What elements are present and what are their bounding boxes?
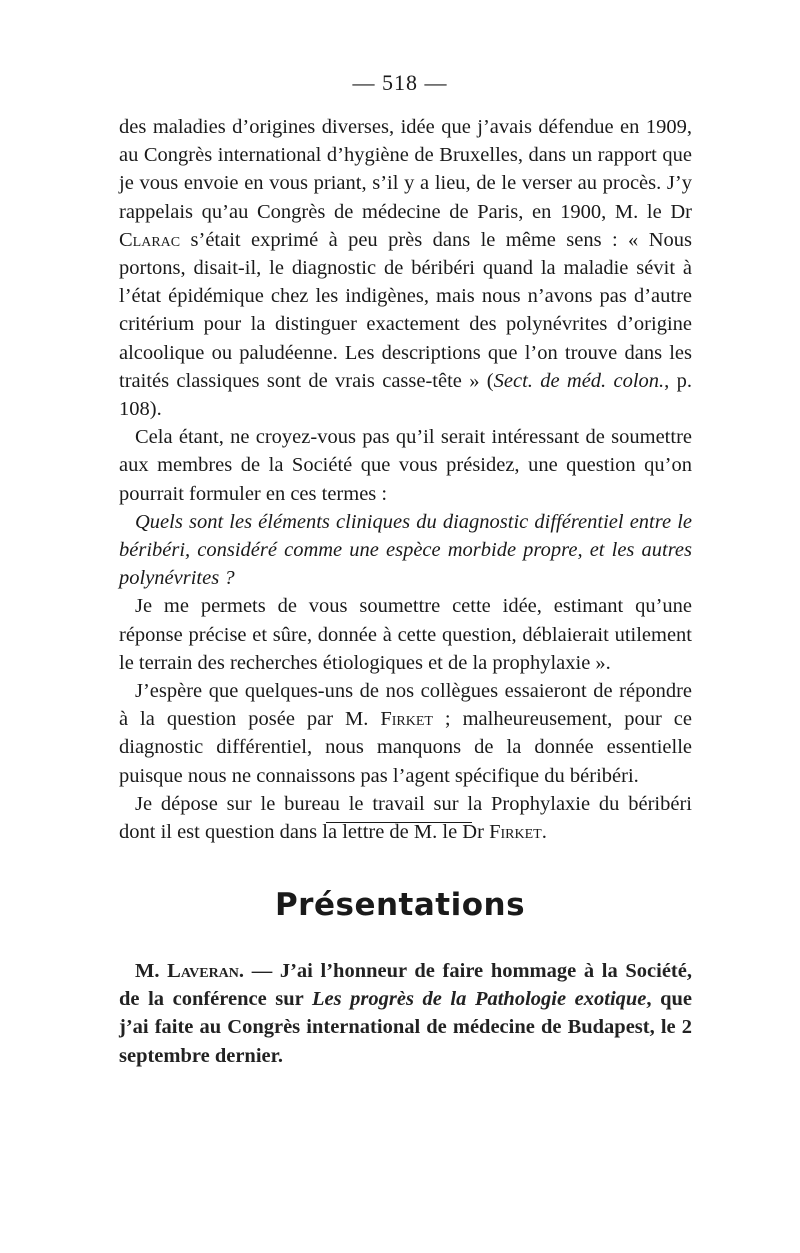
paragraph-question: Quels sont les éléments cliniques du diagnostic différentiel entre le béribéri, considéré comme une espèce morbide propre, et les autres polynévrites ?	[119, 510, 692, 590]
section-divider	[326, 822, 472, 823]
paragraph-1-text-b: s’était exprimé à peu près dans le même sens : « Nous portons, disait-il, le diagnostic de béribéri quand la maladie sévit à l’état épidémique chez les indigènes, mais nous n’avons pas d’autre critérium pour la distinguer exactement des polynévrites d’origine alcoolique ou paludéenne. Les descriptions que l’on trouve dans les traités classiques sont de vrais casse-tête » (	[119, 228, 692, 392]
page-number: — 518 —	[352, 70, 448, 95]
name-firket: Firket	[380, 708, 433, 731]
section-heading: Présentations	[274, 887, 526, 923]
paragraph-1-text-c: , p. 108).	[119, 369, 692, 421]
paragraph-5-text-b: ; malheureusement, pour ce diagnostic différentiel, nous manquons de la donnée essentielle puisque nous ne connaissons pas l’agent spécifique du béribéri.	[119, 708, 692, 787]
name-firket-2: Firket	[489, 821, 542, 844]
paragraph-6-text-b: .	[541, 821, 547, 844]
presentation-paragraph	[119, 957, 692, 1070]
paragraph-6-text: Je dépose sur le bureau le travail sur la Prophylaxie du béribéri dont il est question dans la lettre de M. le Dr	[119, 792, 692, 844]
conference-title: Les progrès de la Pathologie exotique	[311, 988, 647, 1011]
name-laveran: Laveran	[167, 960, 239, 982]
paragraph-6	[119, 790, 692, 846]
presentation-text-b: . — J’ai l’honneur de faire hommage à la Société, de la conférence sur	[119, 960, 692, 1011]
paragraph-4: Je me permets de vous soumettre cette idée, estimant qu’une réponse précise et sûre, donnée à cette question, déblaierait utilement le terrain des recherches étiologiques et de la prophylaxie ».	[119, 595, 692, 674]
paragraph-5-text: J’espère que quelques-uns de nos collègues essaieront de répondre à la question posée par M.	[119, 680, 692, 731]
letter-body	[119, 113, 692, 846]
presentations-body	[119, 957, 692, 1070]
citation: Sect. de méd. colon.	[493, 369, 665, 392]
name-clarac: Clarac	[119, 228, 181, 251]
presentation-text-c: , que j’ai faite au Congrès international de médecine de Budapest, le 2 septembre dernier.	[119, 988, 692, 1067]
paragraph-1	[119, 113, 692, 423]
paragraph-1-text: des maladies d’origines diverses, idée que j’avais défendue en 1909, au Congrès international d’hygiène de Bruxelles, dans un rapport que je vous envoie en vous priant, s’il y a lieu, de le verser au procès. J’y rappelais qu’au Congrès de médecine de Paris, en 1900, M. le Dr	[119, 116, 692, 223]
presentation-text: M.	[135, 960, 168, 982]
paragraph-5	[119, 677, 692, 790]
paragraph-2: Cela étant, ne croyez-vous pas qu’il serait intéressant de soumettre aux membres de la Société que vous présidez, une question qu’on pourrait formuler en ces termes :	[119, 426, 692, 505]
